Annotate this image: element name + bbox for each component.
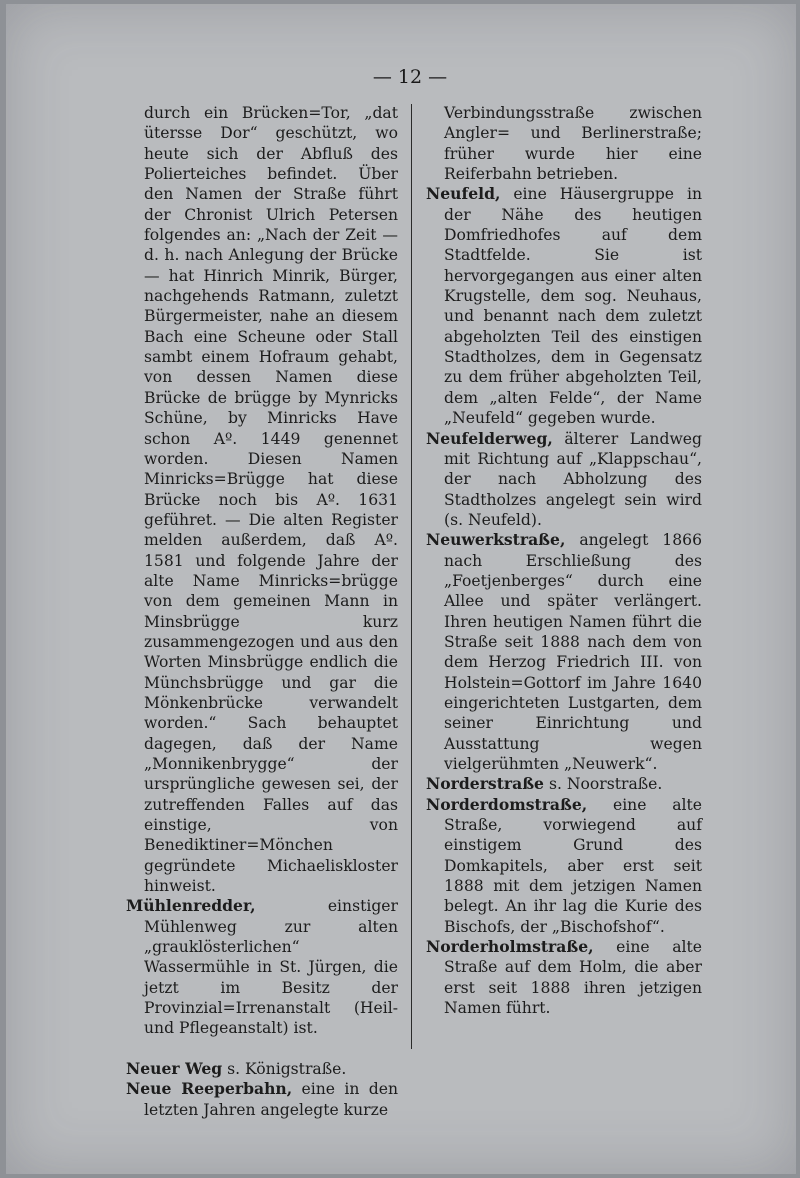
right-column [426,103,702,1018]
entry-text: eine alte Straße, vorwiegend auf einstigem Grund des Domkapitels, aber erst seit 1888 mit dem jetzigen Namen belegt. An ihr lag die Kurie des Bischofs, der „Bischofshof“. [444,795,702,936]
entry-norderholmstrasse [426,937,702,1018]
entry-headword: Norderholmstraße, [426,937,594,957]
entry-headword: Neufelderweg, [426,428,553,448]
entry-headword: Norderdomstraße, [426,794,588,814]
left-continuation-text: durch ein Brücken=Tor, „dat ütersse Dor“ geschützt, wo heute sich der Abfluß des Polierteiches befindet. Über den Namen der Straße führt der Chronist Ulrich Petersen folgendes an: „Nach der Zeit — d. h. nach Anlegung der Brücke — hat Hinrich Minrik, Bürger, nachgehends Ratmann, zuletzt Bürgermeister, nahe an diesem Bach eine Scheune oder Stall sambt einem Hofraum gehabt, von dessen Namen diese Brücke de brügge by Mynricks Schüne, by Minricks Have schon Aº. 1449 genennet worden. Diesen Namen Minricks=Brügge hat diese Brücke noch bis Aº. 1631 geführet. — Die alten Register melden außerdem, daß Aº. 1581 und folgende Jahre der alte Name Minricks=brügge von dem gemeinen Mann in Minsbrügge kurz zusammengezogen und aus den Worten Minsbrügge endlich die Münchsbrügge und gar die Mönkenbrücke verwandelt worden.“ Sach behauptet dagegen, daß der Name „Monnikenbrygge“ der ursprüngliche gewesen sei, der zutreffenden Falles auf das einstige, von Benediktiner=Mönchen gegründete Michaeliskloster hinweist. [144,104,398,896]
entry-text: einstiger Mühlenweg zur alten „grauklösterlichen“ Wassermühle in St. Jürgen, die jetzt im Besitz der Provinzial=Irrenanstalt (Heil- und Pflegeanstalt) ist. [144,897,398,1038]
entry-neuer-weg [126,1059,398,1079]
entry-neufeld [426,184,702,428]
entry-headword: Mühlenredder, [126,896,256,916]
entry-headword: Norderstraße [426,774,544,794]
entry-headword: Neue Reeperbahn, [126,1079,293,1099]
entry-text: eine alte Straße auf dem Holm, die aber erst seit 1888 ihren jetzigen Namen führt. [444,938,702,1018]
entry-text: angelegt 1866 nach Erschließung des „Foetjenberges“ durch eine Allee und später verlängert. Ihren heutigen Namen führt die Straße seit 1888 nach dem von dem Herzog Friedrich III. von Holstein=Gottorf im Jahre 1640 eingerichteten Lustgarten, dem seiner Einrichtung und Ausstattung wegen vielgerühmten „Neuwerk“. [444,531,702,773]
left-column [126,103,398,1120]
entry-text: eine Häusergruppe in der Nähe des heutigen Domfriedhofes auf dem Stadtfelde. Sie ist hervorgegangen aus einer alten Krugstelle, dem sog. Neuhaus, und benannt nach dem zuletzt abgeholzten Teil des einstigen Stadtholzes, dem in Gegensatz zu dem früher abgeholzten Teil, dem „alten Felde“, der Name „Neufeld“ gegeben wurde. [444,185,702,428]
entry-headword: Neufeld, [426,184,501,204]
entry-neuwerkstrasse [426,530,702,774]
entry-text: s. Noorstraße. [548,775,663,794]
entry-neue-reeperbahn [126,1079,398,1120]
entry-headword: Neuwerkstraße, [426,530,566,550]
entry-norderstrasse [426,774,702,794]
column-divider [411,104,412,1049]
entry-text: eine in den letzten Jahren angelegte kurze [144,1080,398,1119]
entry-headword: Neuer Weg [126,1058,223,1078]
entry-norderdomstrasse [426,795,702,937]
entry-text: s. Königstraße. [227,1059,347,1078]
right-continuation-text: Verbindungsstraße zwischen Angler= und Berlinerstraße; früher wurde hier eine Reiferbahn betrieben. [444,104,702,184]
page-number: — 12 — [372,66,448,88]
entry-neufelderweg [426,429,702,531]
entry-muehlenredder [126,896,398,1038]
book-page [6,4,796,1174]
entry-text: älterer Landweg mit Richtung auf „Klappschau“, der nach Abholzung des Stadtholzes angelegt sein wird (s. Neufeld). [444,429,702,529]
